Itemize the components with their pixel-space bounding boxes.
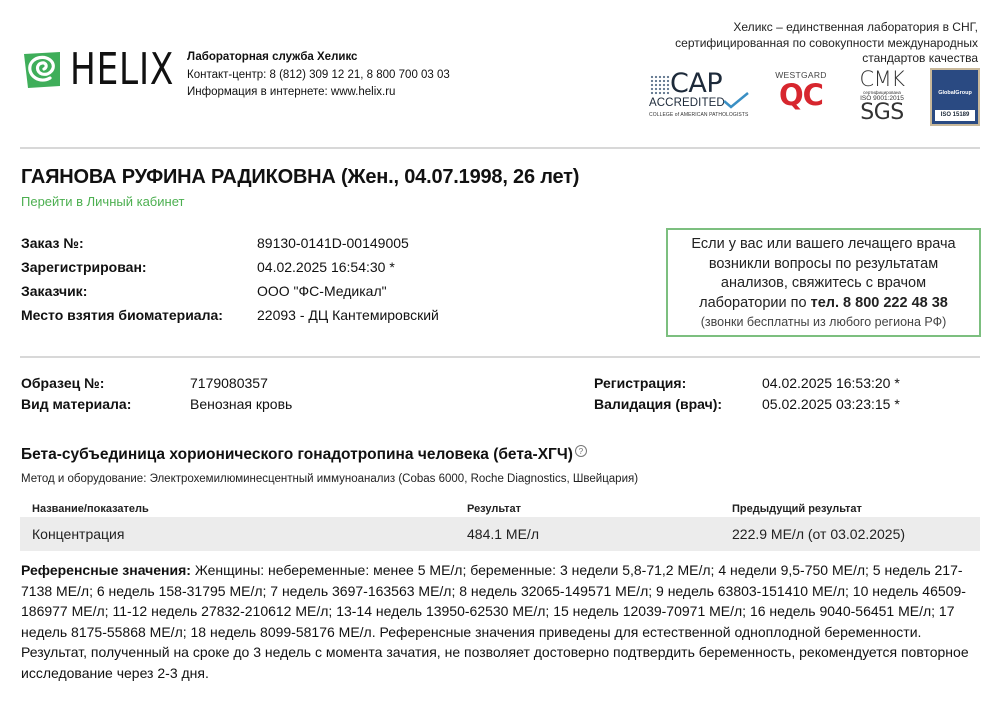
cap-dots-icon [650,75,670,95]
checkmark-icon [722,91,750,109]
collection-site-value: 22093 - ДЦ Кантемировский [257,307,439,323]
sample-number-row [21,373,292,394]
indicator-name: Концентрация [32,526,125,542]
test-method: Метод и оборудование: Электрохемилюминесцентный иммуноанализ (Cobas 6000, Roche Diagnostics, Швейцария) [21,473,639,485]
doctor-phone-number[interactable]: тел. 8 800 222 48 38 [810,294,948,311]
sample-number-label: Образец №: [21,375,105,391]
smk-small-text: сертифицирована [863,90,901,95]
customer-value: ООО "ФС-Медикал" [257,283,387,299]
sample-number-value: 7179080357 [190,375,268,391]
reference-values [21,560,981,683]
logo-wordmark: HELIX [70,44,175,95]
column-header-name: Название/показатель [32,502,149,515]
result-value: 484.1 МЕ/л [467,526,539,542]
registered-label: Зарегистрирован: [21,259,147,275]
help-icon[interactable]: ? [575,445,587,457]
contact-line: анализов, свяжитесь с врачом [720,275,927,291]
column-header-result: Результат [467,502,522,515]
helix-spiral-icon [20,48,64,92]
column-header-previous: Предыдущий результат [732,502,862,515]
certification-badges [648,68,983,130]
report-header [0,0,1000,145]
patient-name: ГАЯНОВА РУФИНА РАДИКОВНА (Жен., 04.07.1998, 26 лет) [21,166,580,188]
doctor-contact-box [666,228,981,337]
contact-line-prefix: лаборатории по [699,294,811,311]
test-title-text: Бета-субъединица хорионического гонадотропина человека (бета-ХГЧ) [21,446,573,463]
registration-label: Регистрация: [594,375,687,391]
validation-row [594,394,900,415]
free-call-note: (звонки бесплатны из любого региона РФ) [700,315,947,329]
contact-phone-line [668,294,979,314]
order-number-row [21,231,439,255]
lab-name: Лабораторная служба Хеликс [187,51,358,63]
sgs-word: SGS [860,100,904,125]
table-row [20,517,980,551]
smk-sgs-badge [857,69,907,129]
registration-row [594,373,900,394]
personal-cabinet-link[interactable]: Перейти в Личный кабинет [21,194,185,209]
westgard-qc-badge [771,70,831,120]
registration-value: 04.02.2025 16:53:20 * [762,375,900,391]
iso-15189-label: ISO 15189 [935,110,975,121]
order-info [21,231,439,327]
collection-site-label: Место взятия биоматериала: [21,307,223,323]
contact-center: Контакт-центр: 8 (812) 309 12 21, 8 800 700 03 03 [187,68,450,81]
registered-row [21,255,439,279]
westgard-word: WESTGARD [775,70,827,80]
collection-site-row [21,303,439,327]
order-number-label: Заказ №: [21,235,84,251]
helix-logo [20,44,204,95]
westgard-qc: QC [779,78,823,112]
results-table [20,500,980,551]
globalgroup-iso-badge [930,68,980,126]
test-title [21,446,587,464]
lab-info [187,49,450,102]
customer-row [21,279,439,303]
reference-text: Женщины: небеременные: менее 5 МЕ/л; беременные: 3 недели 5,8-71,2 МЕ/л; 4 недели 9,5-750 МЕ/л; 5 недель 217-7138 МЕ/л; 6 недель 158-31795 МЕ/л; 7 недель 3697-163563 МЕ/л; 8 недель 32065-149571 МЕ/л; 9 недель 63803-151410 МЕ/л; 10 недель 46509-186977 МЕ/л; 11-12 недель 27832-210612 МЕ/л; 13-14 недель 13950-62530 МЕ/л; 15 недель 12039-70971 МЕ/л; 16 недель 9040-56451 МЕ/л; 17 недель 8175-55868 МЕ/л; 18 недель 8099-58176 МЕ/л. Референсные значения приведены для естественной одноплодной беременности. Результат, полученный на сроке до 3 недель с момента зачатия, не позволяет достоверно подтвердить беременность, рекомендуется повторное исследование через 2-3 дня. [21,562,969,681]
table-header [20,500,980,517]
validation-label: Валидация (врач): [594,396,723,412]
divider [20,147,980,149]
cap-college-text: COLLEGE of AMERICAN PATHOLOGISTS [649,112,749,118]
cert-line: стандартов качества [862,51,978,65]
cap-word: CAP [670,68,723,99]
smk-word: CMK [859,67,905,91]
divider [20,356,980,358]
material-row [21,394,292,415]
contact-line: Если у вас или вашего лечащего врача [691,236,956,252]
order-number-value: 89130-0141D-00149005 [257,235,409,251]
registered-value: 04.02.2025 16:54:30 * [257,259,395,275]
validation-value: 05.02.2025 03:23:15 * [762,396,900,412]
material-value: Венозная кровь [190,396,293,412]
material-label: Вид материала: [21,396,132,412]
certification-text [618,20,978,67]
previous-result-value: 222.9 МЕ/л (от 03.02.2025) [732,526,906,542]
cert-line: Хеликс – единственная лаборатория в СНГ, [733,20,978,34]
reference-label: Референсные значения: [21,562,191,578]
customer-label: Заказчик: [21,283,88,299]
sample-info [21,373,292,415]
sample-dates [594,373,900,415]
cap-accredited-badge [648,68,758,120]
cert-line: сертифицированная по совокупности международных [675,35,978,50]
globalgroup-name: GlobalGroup [938,90,972,96]
contact-line: возникли вопросы по результатам [708,255,939,272]
website-info: Информация в интернете: www.helix.ru [187,86,396,98]
smk-iso-text: ISO 9001:2015 [860,95,904,102]
cap-accredited-text: ACCREDITED [649,97,725,109]
